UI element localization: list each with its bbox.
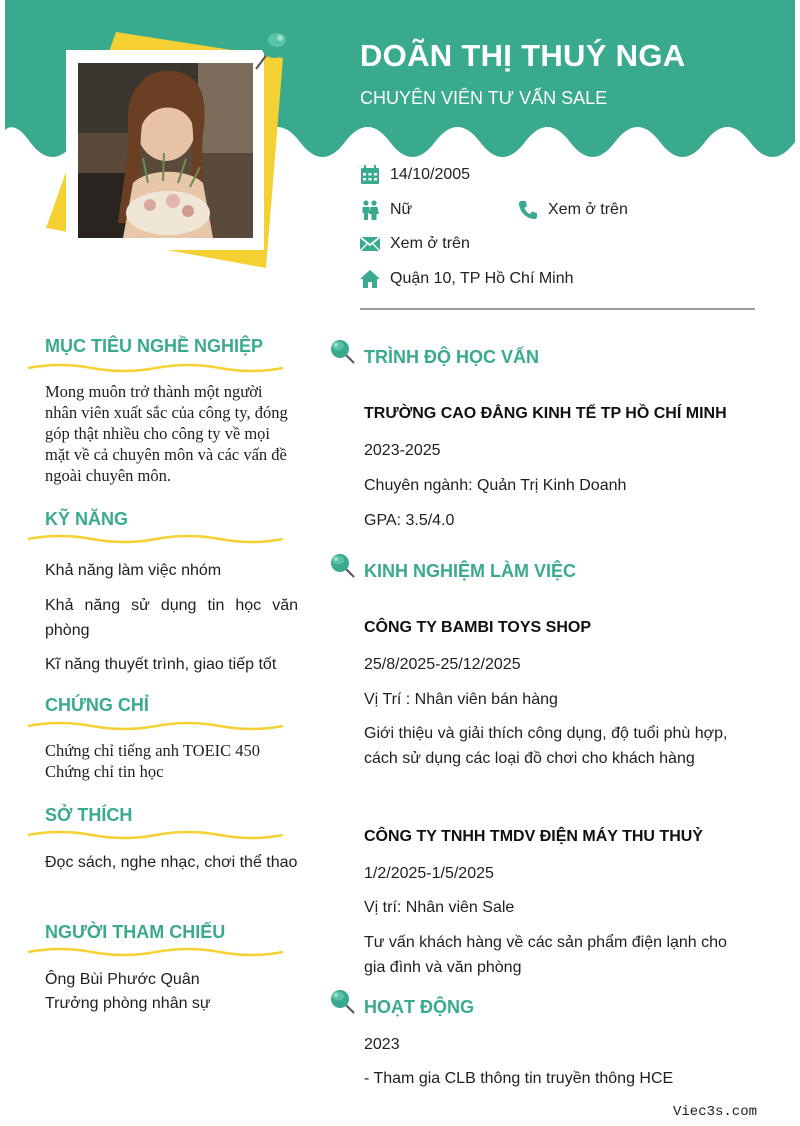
activities-title: HOẠT ĐỘNG — [364, 997, 474, 1017]
skill-item: Khả năng làm việc nhóm — [45, 562, 222, 579]
education-period: 2023-2025 — [364, 442, 441, 459]
education-major: Chuyên ngành: Quản Trị Kinh Doanh — [364, 477, 627, 494]
pushpin-icon — [328, 987, 356, 1015]
footer-brand: Viec3s.com — [673, 1104, 758, 1120]
job-period: 1/2/2025-1/5/2025 — [364, 865, 494, 882]
job-company: CÔNG TY BAMBI TOYS SHOP — [364, 619, 591, 636]
home-icon — [360, 269, 380, 289]
skill-item: Khả năng sử dụng tin học văn phòng — [45, 597, 298, 639]
objective-title: MỤC TIÊU NGHỀ NGHIỆP — [45, 336, 264, 356]
job-period: 25/8/2025-25/12/2025 — [364, 656, 521, 673]
birthday-text: 14/10/2005 — [390, 166, 471, 183]
certificates-wave-divider — [28, 720, 283, 732]
certificate-item: Chứng chỉ tiếng anh TOEIC 450 — [45, 741, 261, 760]
email-text: Xem ở trên — [390, 235, 470, 252]
job-position: Vị trí: Nhân viên Sale — [364, 899, 515, 916]
pushpin-icon — [328, 551, 356, 579]
calendar-icon — [360, 165, 380, 185]
education-gpa: GPA: 3.5/4.0 — [364, 512, 455, 529]
certificate-item: Chứng chỉ tin học — [45, 762, 164, 781]
job-company: CÔNG TY TNHH TMDV ĐIỆN MÁY THU THUỶ — [364, 828, 703, 845]
job-description: Giới thiệu và giải thích công dụng, độ tuổi phù hợp, cách sử dụng các loại đồ chơi cho khách hàng — [364, 725, 728, 767]
photo-pin-icon — [250, 25, 292, 73]
contact-divider — [360, 308, 755, 310]
hobbies-text: Đọc sách, nghe nhạc, chơi thể thao — [45, 854, 298, 871]
objective-text: Mong muôn trở thành một người nhân viên xuất sắc của công ty, đóng góp thật nhiều cho công ty về mọi mặt về cả chuyên môn và các vấn đề ngoài chuyên môn. — [45, 382, 288, 485]
address-text: Quận 10, TP Hồ Chí Minh — [390, 270, 574, 287]
gender-text: Nữ — [390, 201, 413, 218]
hobbies-title: SỞ THÍCH — [45, 805, 133, 825]
education-title: TRÌNH ĐỘ HỌC VẤN — [364, 347, 539, 367]
skills-title: KỸ NĂNG — [45, 509, 129, 529]
reference-title: NGƯỜI THAM CHIẾU — [45, 922, 226, 942]
reference-role: Trưởng phòng nhân sự — [45, 995, 211, 1012]
email-icon — [360, 234, 380, 254]
reference-wave-divider — [28, 946, 283, 958]
person-name: DOÃN THỊ THUÝ NGA — [360, 38, 686, 73]
contact-phone — [518, 200, 628, 220]
contact-address — [360, 269, 574, 289]
contact-email — [360, 234, 470, 254]
contact-gender — [360, 200, 412, 220]
skill-item: Kĩ năng thuyết trình, giao tiếp tốt — [45, 656, 277, 673]
activity-item: - Tham gia CLB thông tin truyền thông HCE — [364, 1070, 674, 1087]
job-position: Vị Trí : Nhân viên bán hàng — [364, 691, 558, 708]
hobbies-wave-divider — [28, 829, 283, 841]
profile-photo — [78, 63, 253, 238]
objective-wave-divider — [28, 362, 283, 374]
certificates-title: CHỨNG CHỈ — [45, 695, 149, 715]
skills-wave-divider — [28, 533, 283, 545]
school-name: TRƯỜNG CAO ĐẲNG KINH TẾ TP HỒ CHÍ MINH — [364, 405, 727, 422]
pushpin-icon — [328, 337, 356, 365]
reference-name: Ông Bùi Phước Quân — [45, 971, 200, 988]
activity-year: 2023 — [364, 1036, 400, 1053]
job-description: Tư vấn khách hàng về các sản phẩm điện lạnh cho gia đình và văn phòng — [364, 934, 727, 976]
phone-text: Xem ở trên — [548, 201, 628, 218]
experience-title: KINH NGHIỆM LÀM VIỆC — [364, 561, 577, 581]
contact-birthday — [360, 165, 470, 185]
job-title: CHUYÊN VIÊN TƯ VẤN SALE — [360, 88, 608, 108]
gender-icon — [360, 200, 380, 220]
phone-icon — [518, 200, 538, 220]
